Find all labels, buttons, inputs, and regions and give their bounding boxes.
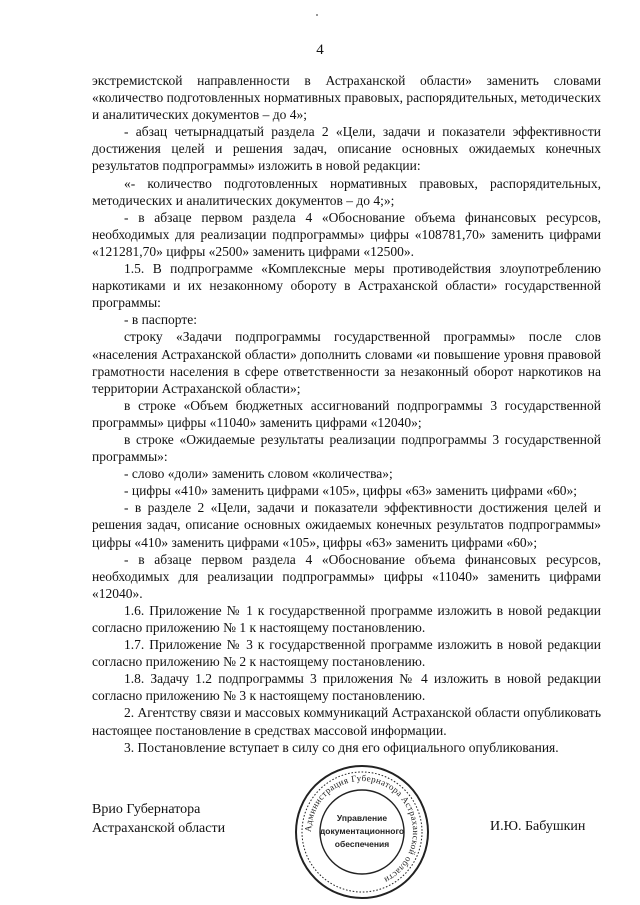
paragraph: - абзац четырнадцатый раздела 2 «Цели, задачи и показатели эффективности достижения целей и решения задач, описание основных ожидаемых конечных результатов подпрограммы» изложить в новой редакции:: [92, 124, 601, 174]
paragraph: - в абзаце первом раздела 4 «Обоснование объема финансовых ресурсов, необходимых для реализации подпрограммы» цифры «11040» заменить цифрами «12040».: [92, 551, 601, 601]
paragraph: - в паспорте:: [124, 312, 198, 328]
paragraph: в строке «Объем бюджетных ассигнований подпрограммы 3 государственной программы» цифры «11040» заменить цифрами «12040»;: [92, 397, 601, 430]
paragraph: строку «Задачи подпрограммы государственной программы» после слов «населения Астраханской области» дополнить словами «и повышение уровня правовой грамотности населения в сфере ответственности за незаконный оборот наркотиков на территории Астраханской области»;: [92, 329, 601, 396]
signatory-position: [92, 800, 225, 838]
document-body: [92, 72, 601, 756]
scan-speck: [316, 14, 318, 16]
paragraph: 1.7. Приложение № 3 к государственной программе изложить в новой редакции согласно приложению № 2 к настоящему постановлению.: [92, 637, 601, 670]
stamp-center-line: Управление: [336, 813, 388, 823]
stamp-center-line: обеспечения: [334, 839, 390, 849]
paragraph: - цифры «410» заменить цифрами «105», цифры «63» заменить цифрами «60»;: [124, 483, 578, 499]
paragraph: - слово «доли» заменить словом «количества»;: [124, 466, 393, 482]
paragraph: - в абзаце первом раздела 4 «Обоснование объема финансовых ресурсов, необходимых для реализации подпрограммы» цифры «108781,70» заменить цифрами «121281,70» цифры «2500» заменить цифрами «12500».: [92, 209, 601, 259]
paragraph: - в разделе 2 «Цели, задачи и показатели эффективности достижения целей и решения задач, описание основных ожидаемых конечных результатов подпрограммы» цифры «410» заменить цифрами «105», цифры «63» заменить цифрами «60»;: [92, 500, 601, 550]
official-stamp: [293, 763, 431, 901]
paragraph: в строке «Ожидаемые результаты реализации подпрограммы 3 государственной программы»:: [92, 431, 601, 465]
page-number: 4: [316, 42, 324, 58]
paragraph: 1.5. В подпрограмме «Комплексные меры противодействия злоупотреблению наркотиками и их незаконному обороту в Астраханской области» государственной программы:: [92, 261, 601, 311]
paragraph: 3. Постановление вступает в силу со дня его официального опубликования.: [124, 739, 559, 755]
stamp-ring-text: Администрация Губернатора Астраханской области: [302, 772, 422, 886]
paragraph: «- количество подготовленных нормативных правовых, распорядительных, методических и аналитических документов – до 4;»;: [92, 175, 601, 208]
signatory-name: И.Ю. Бабушкин: [490, 819, 586, 834]
paragraph: 1.6. Приложение № 1 к государственной программе изложить в новой редакции согласно приложению № 1 к настоящему постановлению.: [92, 602, 601, 635]
stamp-center-line: документационного: [319, 826, 405, 836]
signatory-position-line: Астраханской области: [92, 821, 226, 836]
paragraph: 1.8. Задачу 1.2 подпрограммы 3 приложения № 4 изложить в новой редакции согласно приложению № 3 к настоящему постановлению.: [92, 671, 601, 704]
paragraph: 2. Агентству связи и массовых коммуникаций Астраханской области опубликовать настоящее постановление в средствах массовой информации.: [92, 705, 601, 738]
paragraph: экстремистской направленности в Астраханской области» заменить словами «количество подготовленных нормативных правовых, распорядительных, методических и аналитических документов – до 4»;: [92, 73, 602, 123]
signatory-position-line: Врио Губернатора: [92, 802, 201, 817]
